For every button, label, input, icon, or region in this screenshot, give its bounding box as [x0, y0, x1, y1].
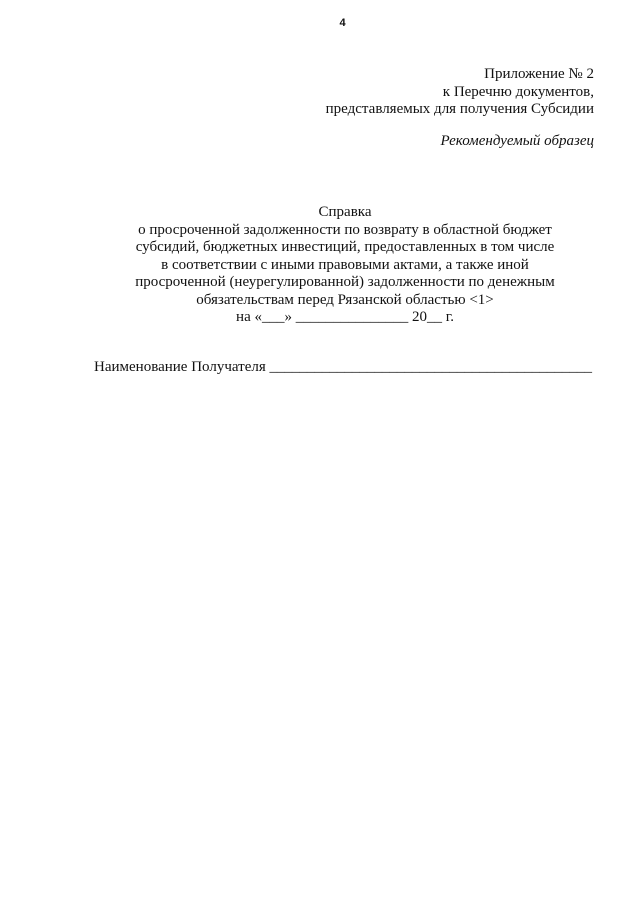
certificate-subtitle-line: просроченной (неурегулированной) задолженности по денежным [135, 274, 555, 290]
appendix-header [326, 66, 594, 119]
page-number: 4 [339, 17, 346, 29]
sample-label: Рекомендуемый образец [440, 133, 594, 149]
certificate-title: Справка [318, 204, 372, 220]
certificate-subtitle-line: о просроченной задолженности по возврату в областной бюджет [138, 221, 552, 238]
certificate-heading [120, 204, 570, 327]
certificate-subtitle-line: в соответствии с иными правовыми актами, а также иной [161, 256, 529, 273]
certificate-date-line: на «___» _______________ 20__ г. [236, 309, 454, 325]
recipient-name-row [94, 359, 592, 376]
appendix-number: Приложение № 2 [484, 66, 594, 82]
recipient-name-label: Наименование Получателя [94, 359, 266, 375]
certificate-subtitle-line: субсидий, бюджетных инвестиций, предоставленных в том числе [135, 239, 555, 255]
appendix-reference: к Перечню документов, [442, 83, 594, 100]
certificate-subtitle-line: обязательствам перед Рязанской областью <1> [196, 291, 494, 308]
appendix-purpose: представляемых для получения Субсидии [325, 101, 594, 117]
recipient-name-blank: ___________________________________________ [269, 359, 592, 375]
